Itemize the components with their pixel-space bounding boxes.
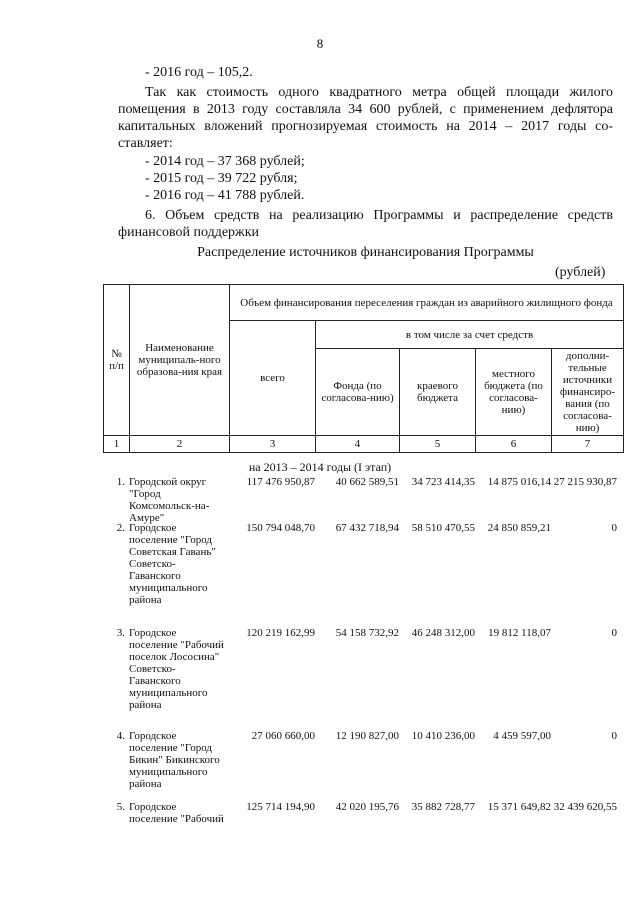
row-name: Городское поселение "Рабочий [129,801,224,825]
row-regional: 10 410 236,00 [411,730,475,742]
row-name: Городской округ "Город Комсомольск-на-Амуре" [129,476,210,524]
row-local: 24 850 859,21 [487,522,551,534]
cost-2016: - 2016 год – 41 788 рублей. [145,188,305,203]
row-extra: 0 [611,730,617,742]
section-heading-line-1: 6. Объем средств на реализацию Программы и распределение средств [145,208,613,223]
paragraph-line-3: капитальных вложений прогнозируемая стоимость на 2014 – 2017 годы со- [118,119,613,134]
header-total: всего [230,321,316,436]
table-row [103,730,623,796]
row-fund: 42 020 195,76 [335,801,399,813]
row-total: 150 794 048,70 [246,522,315,534]
paragraph-line-4: ставляет: [118,136,173,151]
col-number-4: 4 [316,436,400,453]
row-local: 15 371 649,82 [487,801,551,813]
section-heading-line-2: финансовой поддержки [118,225,259,240]
row-regional: 46 248 312,00 [411,627,475,639]
row-fund: 67 432 718,94 [335,522,399,534]
cost-2015: - 2015 год – 39 722 рубля; [145,171,298,186]
row-name: Городское поселение "Рабочий поселок Лососина" Советско-Гаванского муниципального района [129,627,224,711]
row-total: 117 476 950,87 [246,476,315,488]
cost-2014: - 2014 год – 37 368 рублей; [145,154,305,169]
table-row [103,522,623,620]
row-local: 14 875 016,14 [487,476,551,488]
row-regional: 35 882 728,77 [411,801,475,813]
line-2016: - 2016 год – 105,2. [145,65,253,80]
col-number-1: 1 [104,436,130,453]
row-fund: 40 662 589,51 [335,476,399,488]
table-row [103,801,623,837]
paragraph-line-2: помещения в 2013 году составляла 34 600 рублей, с применением дефлятора [118,102,613,117]
row-num: 1. [116,476,125,488]
table-row [103,627,623,725]
row-extra: 0 [611,522,617,534]
row-regional: 34 723 414,35 [411,476,475,488]
row-fund: 54 158 732,92 [335,627,399,639]
row-extra: 0 [611,627,617,639]
paragraph-line-1: Так как стоимость одного квадратного метра общей площади жилого [145,85,613,100]
table-title: Распределение источников финансирования Программы [197,245,534,260]
col-number-6: 6 [476,436,552,453]
col-number-3: 3 [230,436,316,453]
row-extra: 27 215 930,87 [553,476,617,488]
row-total: 120 219 162,99 [246,627,315,639]
header-regional: краевого бюджета [400,349,476,436]
col-number-5: 5 [400,436,476,453]
row-total: 27 060 660,00 [251,730,315,742]
header-fund: Фонда (по согласова-нию) [316,349,400,436]
row-num: 2. [116,522,125,534]
row-name: Городское поселение "Город Советская Гавань" Советско-Гаванского муниципального района [129,522,216,606]
row-extra: 32 439 620,55 [553,801,617,813]
page-number: 8 [316,36,324,51]
header-name: Наименование муниципаль-ного образова-ния края [130,285,230,436]
header-extra: дополни-тельные источники финансиро-вания (по согласова-нию) [552,349,624,436]
col-number-2: 2 [130,436,230,453]
row-num: 4. [116,730,125,742]
col-number-7: 7 [552,436,624,453]
row-total: 125 714 194,90 [246,801,315,813]
table-header [103,284,624,453]
unit-label: (рублей) [555,265,606,280]
stage-label: на 2013 – 2014 годы (I этап) [248,460,392,474]
row-regional: 58 510 470,55 [411,522,475,534]
row-local: 4 459 597,00 [493,730,551,742]
row-name: Городское поселение "Город Бикин" Бикинского муниципального района [129,730,220,790]
header-volume: Объем финансирования переселения граждан из аварийного жилищного фонда [230,285,624,321]
row-local: 19 812 118,07 [488,627,551,639]
header-including: в том числе за счет средств [316,321,624,349]
header-num: № п/п [104,285,130,436]
row-num: 3. [116,627,125,639]
table-row [103,476,623,524]
row-fund: 12 190 827,00 [335,730,399,742]
row-num: 5. [116,801,125,813]
header-local: местного бюджета (по согласова-нию) [476,349,552,436]
